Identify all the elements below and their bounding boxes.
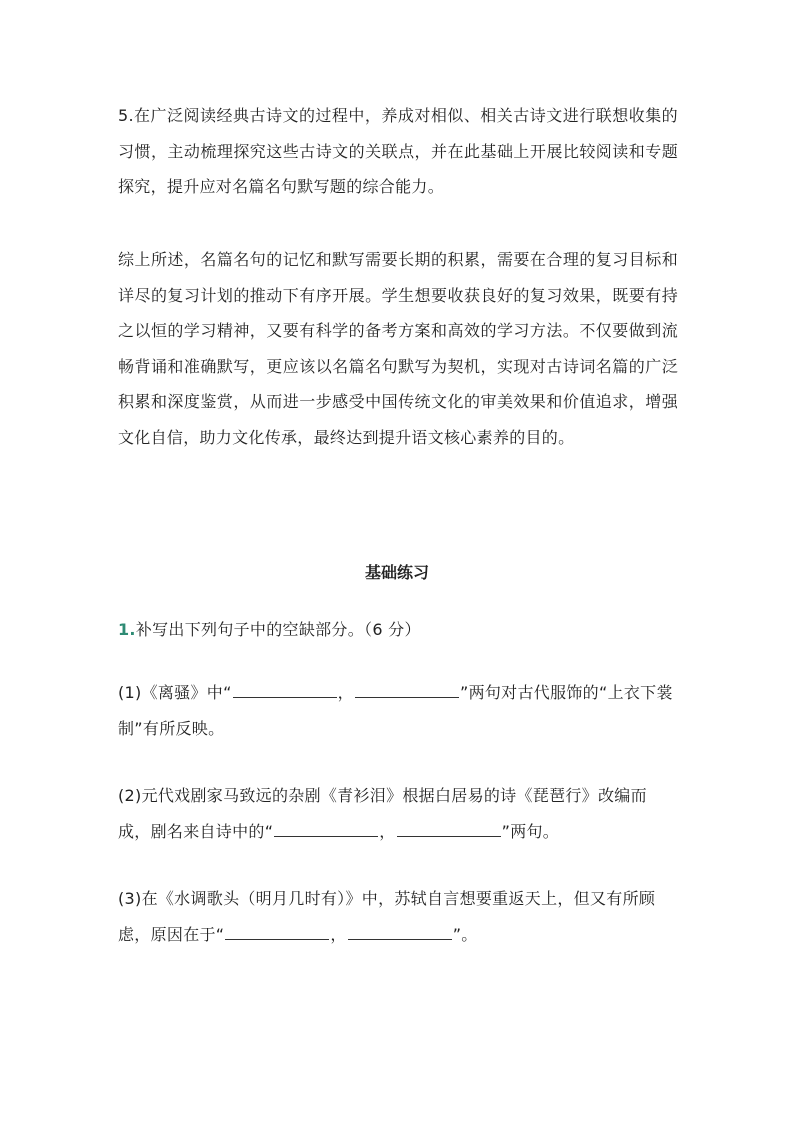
sub-question-1-label: (1) [118,683,142,702]
section-heading: 基础练习 [364,563,429,582]
sub-question-1-before: 《离骚》中“ [141,683,232,702]
sub-question-2-sep: ， [379,821,396,841]
sub-question-1-after: ”两句对古代服饰的“上衣下裳制”有所反映。 [118,683,673,738]
answer-blank-3b[interactable] [348,921,452,940]
answer-blank-3a[interactable] [225,921,329,940]
sub-question-3-before: 在《水调歌头（明月几时有）》中，苏轼自言想要重返天上，但又有所顾虑，原因在于“ [118,889,656,944]
sub-question-2 [118,778,678,849]
sub-question-1 [118,675,678,746]
question-1 [118,612,678,648]
sub-question-3-sep: ， [330,924,347,944]
question-1-number: 1. [118,620,136,639]
sub-question-1-sep: ， [337,683,354,702]
answer-blank-1a[interactable] [233,679,337,698]
answer-blank-2a[interactable] [274,818,378,837]
summary-paragraph: 综上所述，名篇名句的记忆和默写需要长期的积累，需要在合理的复习目标和详尽的复习计划的推动下有序开展。学生想要收获良好的复习效果，既要有持之以恒的学习精神，又要有科学的备考方案和高效的学习方法。不仅要做到流畅背诵和准确默写，更应该以名篇名句默写为契机，实现对古诗词名篇的广泛积累和深度鉴赏，从而进一步感受中国传统文化的审美效果和价值追求，增强文化自信，助力文化传承，最终达到提升语文核心素养的目的。 [118,250,678,447]
sub-question-2-before: 元代戏剧家马致远的杂剧《青衫泪》根据白居易的诗《琵琶行》改编而成，剧名来自诗中的“ [118,786,647,841]
sub-question-3-label: (3) [118,889,142,908]
sub-question-3-after: ”。 [452,924,478,944]
sub-question-2-label: (2) [118,786,142,805]
sub-question-3 [118,881,678,952]
answer-blank-2b[interactable] [397,818,501,837]
answer-blank-1b[interactable] [355,679,459,698]
sub-question-2-after: ”两句。 [501,821,560,841]
point-5-paragraph: 5.在广泛阅读经典古诗文的过程中，养成对相似、相关古诗文进行联想收集的习惯，主动梳理探究这些古诗文的关联点，并在此基础上开展比较阅读和专题探究，提升应对名篇名句默写题的综合能力。 [118,106,678,196]
question-1-text: 补写出下列句子中的空缺部分。（6 分） [135,620,421,639]
